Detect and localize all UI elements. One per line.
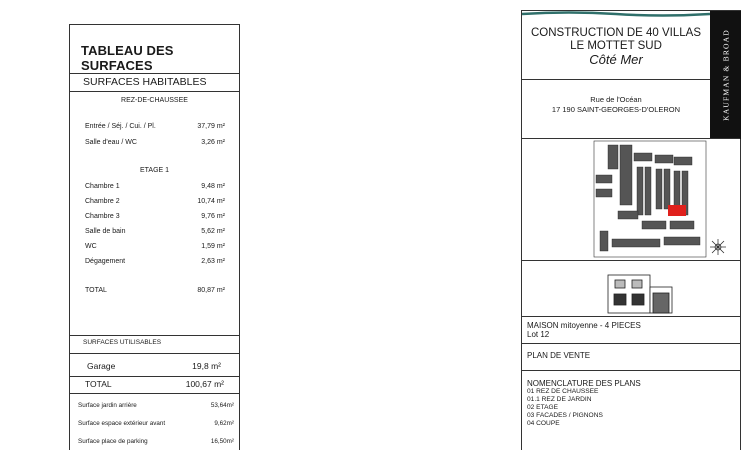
list-item: 03 FACADES / PIGNONS	[527, 412, 603, 419]
list-item: 02 ETAGE	[527, 404, 559, 411]
list-item: 04 COUPE	[527, 420, 560, 427]
divider	[70, 335, 239, 336]
lot-description: MAISON mitoyenne - 4 PIECES Lot 12	[527, 321, 641, 339]
title-block	[521, 10, 741, 450]
wave-strip	[522, 11, 710, 17]
plan-type-label: PLAN DE VENTE	[527, 351, 591, 360]
brand-logo	[710, 11, 741, 139]
project-address: Rue de l'Océan 17 190 SAINT-GEORGES-D'OLERON	[551, 95, 681, 114]
house-elevation	[522, 261, 740, 316]
nomenclature	[527, 379, 641, 428]
habitable-section-label: SURFACES HABITABLES	[70, 74, 239, 92]
surfaces-table: TABLEAU DES SURFACES SURFACES HABITABLES REZ-DE-CHAUSSEE Entrée / Séj. / Cui. / Pl. 37,79 m² Salle d'eau / WC 3,26 m² ETAGE 1 Chambre 1 9,48 m² Chambre 2 10,74 m² Chambre 3 9,76 m² Salle de bain 5,62 m² WC 1,59 m² Dégagement 2,63 m² TOTAL 80,87 m² SURFACES UTILISABLES Garage 19,8 m² TOTAL 100,67 m² Surface jardin arrière 53,64m² Surface espace extérieur avant 9,62m² Surface place de parking 16,50m²	[69, 24, 240, 450]
table-title: TABLEAU DES SURFACES	[70, 25, 239, 74]
nomenclature-title: NOMENCLATURE DES PLANS	[527, 379, 641, 388]
site-plan	[522, 139, 740, 260]
brand-name: KAUFMAN & BROAD	[721, 29, 730, 121]
list-item: 01.1 REZ DE JARDIN	[527, 396, 592, 403]
divider	[70, 353, 239, 354]
divider	[70, 376, 239, 377]
utilisables-section-label: SURFACES UTILISABLES	[83, 339, 162, 346]
etage-label: ETAGE 1	[139, 167, 170, 174]
divider	[70, 393, 239, 394]
list-item: 01 REZ DE CHAUSSEE	[527, 388, 599, 395]
rdc-label: REZ-DE-CHAUSSEE	[121, 97, 188, 104]
north-arrow-icon	[710, 239, 726, 255]
project-title: CONSTRUCTION DE 40 VILLAS LE MOTTET SUD Côté Mer	[531, 27, 701, 67]
